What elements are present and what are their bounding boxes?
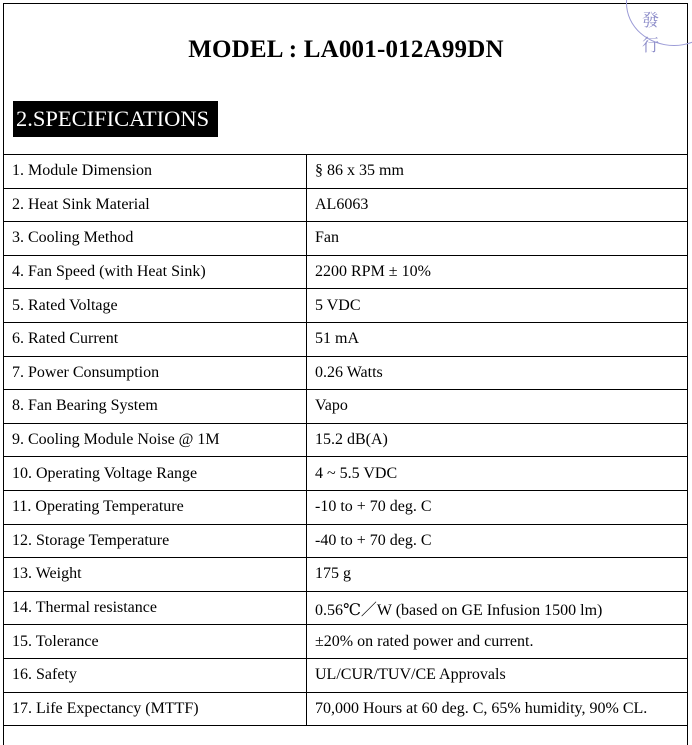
spec-table xyxy=(3,154,688,726)
table-row xyxy=(4,591,688,625)
spec-label: 14. Thermal resistance xyxy=(4,591,307,625)
table-row xyxy=(4,692,688,726)
table-row xyxy=(4,222,688,256)
spec-value: UL/CUR/TUV/CE Approvals xyxy=(307,658,688,692)
table-row xyxy=(4,423,688,457)
spec-label: 3. Cooling Method xyxy=(4,222,307,256)
spec-value: 2200 RPM ± 10% xyxy=(307,255,688,289)
spec-label: 7. Power Consumption xyxy=(4,356,307,390)
spec-label: 8. Fan Bearing System xyxy=(4,390,307,424)
table-row xyxy=(4,155,688,189)
spec-label: 15. Tolerance xyxy=(4,625,307,659)
table-row xyxy=(4,390,688,424)
table-row xyxy=(4,490,688,524)
table-row xyxy=(4,524,688,558)
spec-label: 11. Operating Temperature xyxy=(4,490,307,524)
spec-value: -10 to + 70 deg. C xyxy=(307,490,688,524)
table-row xyxy=(4,558,688,592)
spec-label: 1. Module Dimension xyxy=(4,155,307,189)
spec-label: 4. Fan Speed (with Heat Sink) xyxy=(4,255,307,289)
section-heading: 2.SPECIFICATIONS xyxy=(13,101,218,137)
spec-label: 6. Rated Current xyxy=(4,322,307,356)
table-row xyxy=(4,289,688,323)
spec-table-body xyxy=(4,155,688,726)
spec-label: 13. Weight xyxy=(4,558,307,592)
table-row xyxy=(4,356,688,390)
spec-label: 10. Operating Voltage Range xyxy=(4,457,307,491)
table-row xyxy=(4,255,688,289)
spec-value: ±20% on rated power and current. xyxy=(307,625,688,659)
spec-value: AL6063 xyxy=(307,188,688,222)
spec-value: 175 g xyxy=(307,558,688,592)
spec-label: 12. Storage Temperature xyxy=(4,524,307,558)
table-row xyxy=(4,457,688,491)
spec-value: 4 ~ 5.5 VDC xyxy=(307,457,688,491)
spec-value: 51 mA xyxy=(307,322,688,356)
spec-label: 9. Cooling Module Noise @ 1M xyxy=(4,423,307,457)
spec-value: Fan xyxy=(307,222,688,256)
spec-label: 2. Heat Sink Material xyxy=(4,188,307,222)
table-row xyxy=(4,188,688,222)
spec-value: 15.2 dB(A) xyxy=(307,423,688,457)
spec-value: -40 to + 70 deg. C xyxy=(307,524,688,558)
table-row xyxy=(4,322,688,356)
spec-value: 0.56℃／W (based on GE Infusion 1500 lm) xyxy=(307,591,688,625)
model-title: MODEL : LA001-012A99DN xyxy=(188,36,504,63)
issue-stamp-text: 發行 xyxy=(642,11,671,56)
spec-value: § 86 x 35 mm xyxy=(307,155,688,189)
spec-value: Vapo xyxy=(307,390,688,424)
spec-value: 5 VDC xyxy=(307,289,688,323)
spec-value: 0.26 Watts xyxy=(307,356,688,390)
table-row xyxy=(4,658,688,692)
spec-label: 5. Rated Voltage xyxy=(4,289,307,323)
table-row xyxy=(4,625,688,659)
spec-value: 70,000 Hours at 60 deg. C, 65% humidity, 90% CL. xyxy=(307,692,688,726)
spec-label: 16. Safety xyxy=(4,658,307,692)
spec-label: 17. Life Expectancy (MTTF) xyxy=(4,692,307,726)
